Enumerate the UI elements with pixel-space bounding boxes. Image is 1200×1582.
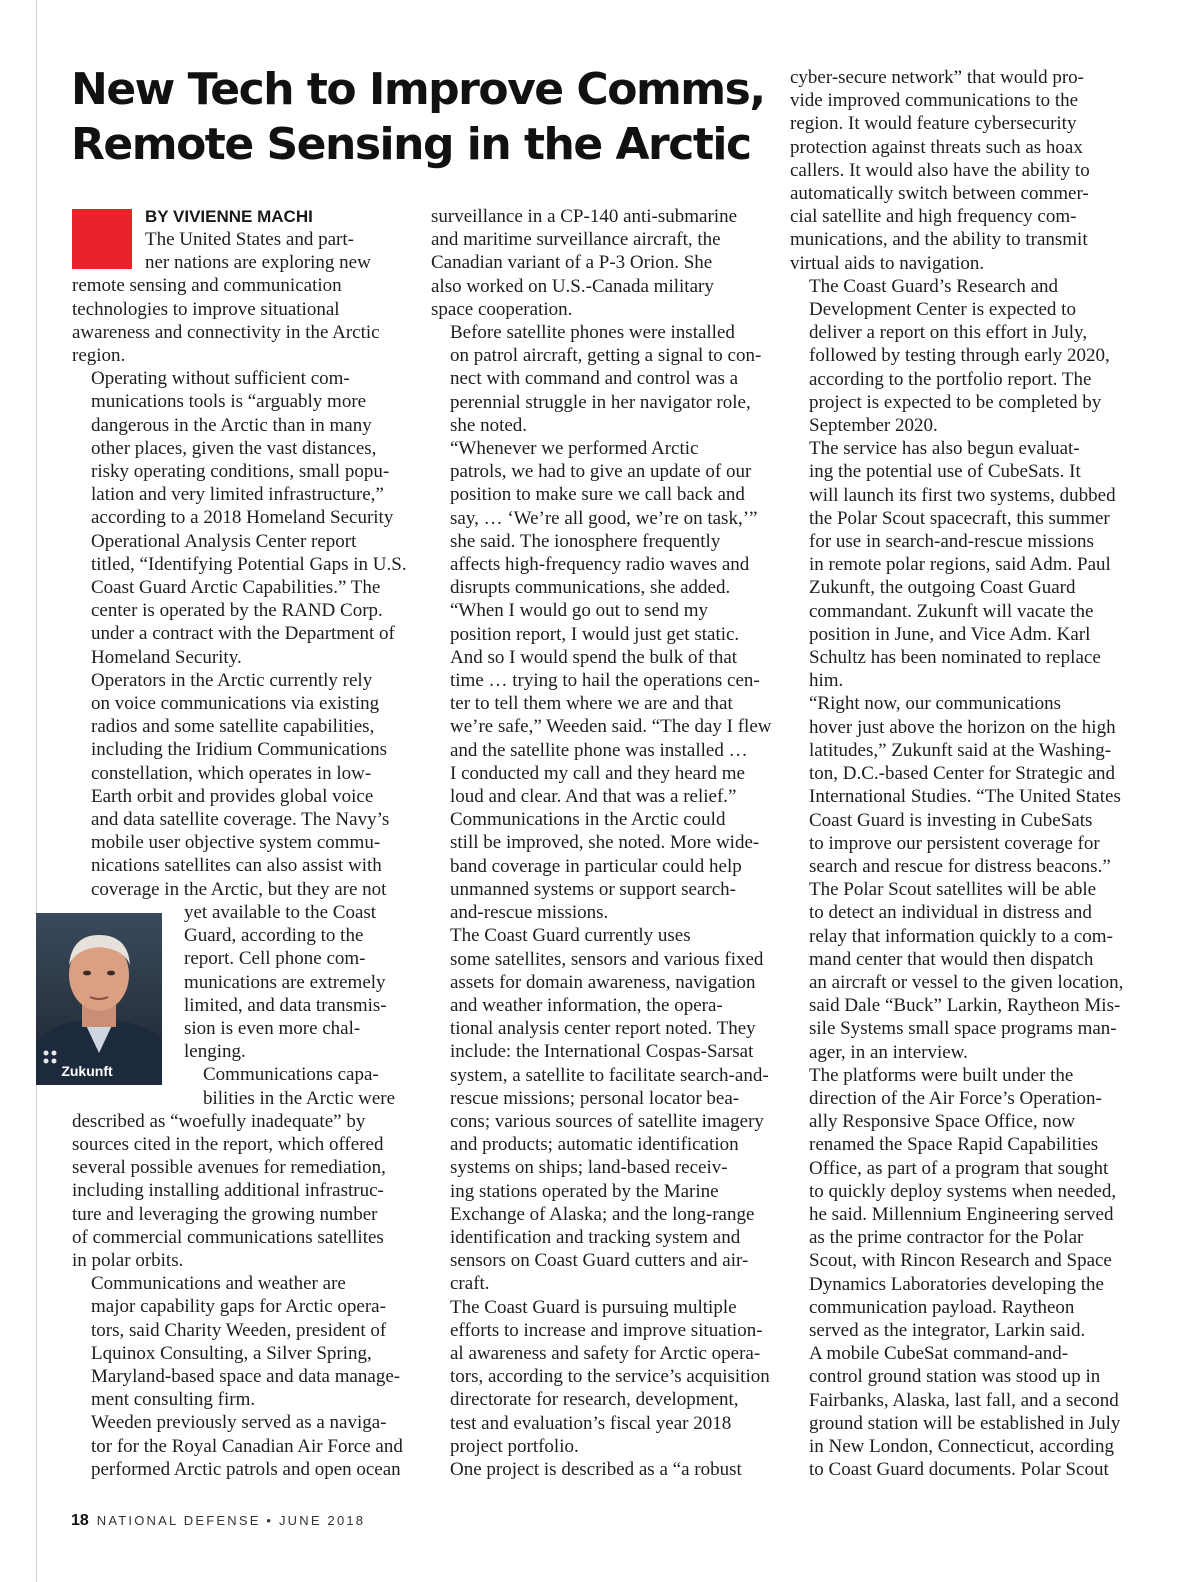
- text-line: Operational Analysis Center report: [91, 530, 357, 552]
- text-line: rescue missions; personal locator bea-: [450, 1087, 740, 1109]
- text-line: in remote polar regions, said Adm. Paul: [809, 554, 1111, 576]
- portrait-photo-zukunft: [36, 913, 162, 1085]
- paragraph: [790, 878, 1124, 1064]
- text-line: Zukunft, the outgoing Coast Guard: [809, 577, 1076, 599]
- paragraph: [431, 205, 763, 321]
- text-line: ing the potential use of CubeSats. It: [809, 461, 1081, 483]
- text-line: vide improved communications to the: [790, 90, 1079, 112]
- text-line: virtual aids to navigation.: [790, 252, 985, 274]
- text-line: Development Center is expected to: [809, 299, 1076, 321]
- paragraph: [790, 437, 1120, 692]
- paragraph: [72, 367, 407, 669]
- text-line: other places, given the vast distances,: [91, 437, 377, 459]
- text-line: she noted.: [450, 414, 528, 436]
- text-line: The Coast Guard’s Research and: [809, 275, 1059, 297]
- text-line: latitudes,” Zukunft said at the Washing-: [809, 739, 1112, 761]
- text-line: ton, D.C.-based Center for Strategic and: [809, 763, 1116, 785]
- text-line: Communications and weather are: [91, 1273, 346, 1295]
- text-line: Canadian variant of a P-3 Orion. She: [431, 252, 713, 274]
- text-line: nications satellites can also assist with: [91, 855, 382, 877]
- byline: BY VIVIENNE MACHI: [145, 207, 313, 226]
- text-line: report. Cell phone com-: [184, 948, 366, 970]
- text-line: munications, and the ability to transmit: [790, 229, 1088, 251]
- text-line: followed by testing through early 2020,: [809, 345, 1110, 367]
- text-line: mand center that would then dispatch: [809, 948, 1094, 970]
- text-line: Scout, with Rincon Research and Space: [809, 1250, 1112, 1272]
- text-line: affects high-frequency radio waves and: [450, 554, 750, 576]
- text-line: Coast Guard Arctic Capabilities.” The: [91, 577, 381, 599]
- text-line: ally Responsive Space Office, now: [809, 1111, 1076, 1133]
- text-line: several possible avenues for remediation,: [72, 1157, 386, 1179]
- text-line: control ground station was stood up in: [809, 1366, 1101, 1388]
- text-line: munications tools is “arguably more: [91, 391, 367, 413]
- text-line: unmanned systems or support search-: [450, 878, 736, 900]
- text-line: as the prime contractor for the Polar: [809, 1227, 1084, 1249]
- text-line: and-rescue missions.: [450, 902, 609, 924]
- text-line: band coverage in particular could help: [450, 855, 742, 877]
- text-line: tors, according to the service’s acquisition: [450, 1366, 770, 1388]
- text-line: The Coast Guard is pursuing multiple: [450, 1296, 737, 1318]
- text-line: sion is even more chal-: [184, 1017, 361, 1039]
- text-line: center is operated by the RAND Corp.: [91, 600, 383, 622]
- text-line: and the satellite phone was installed …: [450, 739, 748, 761]
- text-line: an aircraft or vessel to the given location,: [809, 971, 1124, 993]
- text-line: Communications in the Arctic could: [450, 809, 726, 831]
- text-line: Exchange of Alaska; and the long-range: [450, 1203, 755, 1225]
- article-column-2: [431, 205, 772, 1481]
- text-line: The service has also begun evaluat-: [809, 438, 1080, 460]
- text-line: him.: [809, 670, 844, 692]
- photo-caption: Zukunft: [61, 1063, 113, 1079]
- text-line: nect with command and control was a: [450, 368, 739, 390]
- headline-line-2: Remote Sensing in the Arctic: [71, 119, 751, 170]
- text-line: served as the integrator, Larkin said.: [809, 1319, 1086, 1341]
- text-line: major capability gaps for Arctic opera-: [91, 1296, 386, 1318]
- text-line: craft.: [450, 1273, 490, 1295]
- text-line: A mobile CubeSat command-and-: [809, 1343, 1069, 1365]
- text-line: relay that information quickly to a com-: [809, 925, 1113, 947]
- text-line: for use in search-and-rescue missions: [809, 531, 1094, 553]
- text-line: callers. It would also have the ability to: [790, 159, 1090, 181]
- text-line: Dynamics Laboratories developing the: [809, 1273, 1104, 1295]
- text-line: Homeland Security.: [91, 646, 242, 668]
- text-line: Office, as part of a program that sought: [809, 1157, 1109, 1179]
- text-line: of commercial communications satellites: [72, 1226, 384, 1248]
- text-line: Earth orbit and provides global voice: [91, 785, 374, 807]
- text-line: “Right now, our communications: [809, 693, 1062, 715]
- text-line: say, … ‘We’re all good, we’re on task,’”: [450, 507, 758, 529]
- text-line: directorate for research, development,: [450, 1389, 739, 1411]
- text-line: and data satellite coverage. The Navy’s: [91, 809, 390, 831]
- paragraph: [72, 669, 404, 901]
- text-line: to Coast Guard documents. Polar Scout: [809, 1459, 1109, 1481]
- text-line: Schultz has been nominated to replace: [809, 647, 1101, 669]
- text-line: region. It would feature cybersecurity: [790, 113, 1077, 135]
- text-line: we’re safe,” Weeden said. “The day I flew: [450, 716, 772, 738]
- text-line: to detect an individual in distress and: [809, 902, 1092, 924]
- text-line: risky operating conditions, small popu-: [91, 461, 390, 483]
- paragraph: [72, 1110, 404, 1272]
- text-line: search and rescue for distress beacons.”: [809, 855, 1111, 877]
- text-line: Maryland-based space and data manage-: [91, 1365, 401, 1387]
- paragraph: [72, 1272, 404, 1411]
- text-line: The United States and part-: [145, 229, 354, 250]
- text-line: ager, in an interview.: [809, 1041, 968, 1063]
- paragraph: [790, 692, 1120, 878]
- text-line: project portfolio.: [450, 1435, 579, 1457]
- text-line: cial satellite and high frequency com-: [790, 206, 1077, 228]
- text-line: al awareness and safety for Arctic opera-: [450, 1342, 761, 1364]
- text-line: remote sensing and communication: [72, 275, 342, 297]
- text-line: surveillance in a CP-140 anti-submarine: [431, 206, 738, 227]
- text-line: The platforms were built under the: [809, 1064, 1074, 1086]
- text-line: position to make sure we call back and: [450, 484, 745, 506]
- paragraph: [72, 1411, 404, 1481]
- text-line: project is expected to be completed by: [809, 391, 1102, 413]
- text-line: One project is described as a “a robust: [450, 1458, 742, 1480]
- text-line: on patrol aircraft, getting a signal to con-: [450, 345, 762, 367]
- paragraph: [431, 1458, 763, 1481]
- text-line: ground station will be established in July: [809, 1412, 1121, 1434]
- text-line: Operating without sufficient com-: [91, 368, 350, 390]
- text-line: direction of the Air Force’s Operation-: [809, 1087, 1102, 1109]
- text-line: coverage in the Arctic, but they are not: [91, 878, 387, 900]
- text-line: described as “woefully inadequate” by: [72, 1110, 366, 1132]
- article-column-3: [790, 66, 1124, 1481]
- text-line: to quickly deploy systems when needed,: [809, 1180, 1117, 1202]
- page-edge-rule: [36, 0, 37, 1582]
- text-line: including installing additional infrastruc-: [72, 1180, 384, 1202]
- text-line: loud and clear. And that was a relief.”: [450, 786, 737, 808]
- text-line: Guard, according to the: [184, 925, 364, 947]
- text-line: he said. Millennium Engineering served: [809, 1203, 1114, 1225]
- text-line: and products; automatic identification: [450, 1134, 739, 1156]
- text-line: according to a 2018 Homeland Security: [91, 507, 394, 529]
- text-line: And so I would spend the bulk of that: [450, 646, 738, 668]
- text-line: tors, said Charity Weeden, president of: [91, 1319, 387, 1341]
- paragraph: [790, 275, 1120, 437]
- text-line: International Studies. “The United States: [809, 786, 1121, 808]
- text-line: also worked on U.S.-Canada military: [431, 275, 714, 297]
- paragraph: [431, 437, 763, 599]
- paragraph: [431, 599, 772, 808]
- text-line: she said. The ionosphere frequently: [450, 530, 721, 552]
- text-line: yet available to the Coast: [184, 901, 377, 923]
- text-line: The Polar Scout satellites will be able: [809, 879, 1097, 901]
- text-line: Before satellite phones were installed: [450, 322, 735, 344]
- text-line: Weeden previously served as a naviga-: [91, 1412, 387, 1434]
- text-line: ment consulting firm.: [91, 1389, 256, 1411]
- text-line: ture and leveraging the growing number: [72, 1203, 378, 1225]
- text-line: including the Iridium Communications: [91, 739, 388, 761]
- text-line: “When I would go out to send my: [450, 600, 709, 622]
- text-line: bilities in the Arctic were: [203, 1087, 396, 1109]
- text-line: protection against threats such as hoax: [790, 136, 1083, 158]
- text-line: region.: [72, 345, 126, 367]
- text-line: radios and some satellite capabilities,: [91, 716, 375, 738]
- text-line: renamed the Space Rapid Capabilities: [809, 1134, 1099, 1156]
- paragraph: [790, 1064, 1120, 1342]
- text-line: limited, and data transmis-: [184, 994, 387, 1016]
- text-line: awareness and connectivity in the Arctic: [72, 321, 380, 343]
- paragraph: [431, 1296, 770, 1458]
- text-line: Communications capa-: [203, 1064, 379, 1086]
- paragraph: [431, 321, 763, 437]
- text-line: position in June, and Vice Adm. Karl: [809, 623, 1091, 645]
- paragraph: [431, 808, 763, 924]
- text-line: deliver a report on this effort in July,: [809, 322, 1088, 344]
- text-line: tor for the Royal Canadian Air Force and: [91, 1435, 403, 1457]
- text-line: “Whenever we performed Arctic: [450, 438, 699, 460]
- text-line: disrupts communications, she added.: [450, 577, 731, 599]
- text-line: mobile user objective system commu-: [91, 832, 381, 854]
- text-line: efforts to increase and improve situation-: [450, 1319, 763, 1341]
- text-line: Coast Guard is investing in CubeSats: [809, 809, 1093, 831]
- text-line: under a contract with the Department of: [91, 623, 395, 645]
- text-line: sensors on Coast Guard cutters and air-: [450, 1250, 749, 1272]
- text-line: still be improved, she noted. More wide-: [450, 832, 760, 854]
- text-line: assets for domain awareness, navigation: [450, 971, 756, 993]
- text-line: on voice communications via existing: [91, 693, 380, 715]
- text-line: system, a satellite to facilitate search-and-: [450, 1064, 769, 1086]
- paragraph: [72, 228, 404, 367]
- text-line: cons; various sources of satellite imagery: [450, 1110, 764, 1132]
- text-line: said Dale “Buck” Larkin, Raytheon Mis-: [809, 995, 1121, 1017]
- text-line: according to the portfolio report. The: [809, 368, 1092, 390]
- text-line: performed Arctic patrols and open ocean: [91, 1458, 401, 1480]
- text-line: lation and very limited infrastructure,”: [91, 484, 384, 506]
- text-line: sources cited in the report, which offered: [72, 1133, 384, 1155]
- text-line: Lquinox Consulting, a Silver Spring,: [91, 1342, 372, 1364]
- paragraph: [790, 1342, 1120, 1481]
- article-column-1: [72, 205, 407, 1481]
- text-line: ing stations operated by the Marine: [450, 1180, 719, 1202]
- text-line: to improve our persistent coverage for: [809, 832, 1100, 854]
- text-line: technologies to improve situational: [72, 298, 340, 320]
- text-line: in New London, Connecticut, according: [809, 1435, 1114, 1457]
- text-line: I conducted my call and they heard me: [450, 762, 745, 784]
- text-line: commandant. Zukunft will vacate the: [809, 600, 1094, 622]
- text-line: ner nations are exploring new: [145, 252, 371, 274]
- text-line: test and evaluation’s fiscal year 2018: [450, 1412, 732, 1434]
- text-line: perennial struggle in her navigator role,: [450, 391, 751, 413]
- text-line: position report, I would just get static.: [450, 623, 740, 645]
- paragraph: [431, 924, 769, 1295]
- text-line: hover just above the horizon on the high: [809, 716, 1116, 738]
- portrait-illustration: [36, 913, 162, 1085]
- text-line: systems on ships; land-based receiv-: [450, 1157, 728, 1179]
- text-line: the Polar Scout spacecraft, this summer: [809, 507, 1110, 529]
- text-line: September 2020.: [809, 415, 938, 437]
- text-line: automatically switch between commer-: [790, 183, 1089, 205]
- text-line: Operators in the Arctic currently rely: [91, 669, 373, 691]
- text-line: time … trying to hail the operations cen-: [450, 670, 760, 692]
- text-line: ter to tell them where we are and that: [450, 693, 733, 715]
- headline-line-1: New Tech to Improve Comms,: [71, 64, 765, 115]
- page-footer: [71, 1512, 365, 1530]
- text-line: identification and tracking system and: [450, 1226, 741, 1248]
- text-line: and maritime surveillance aircraft, the: [431, 229, 721, 251]
- paragraph: [790, 66, 1120, 275]
- article-headline: [71, 62, 771, 172]
- text-line: lenging.: [184, 1041, 246, 1063]
- text-line: dangerous in the Arctic than in many: [91, 414, 372, 436]
- text-line: constellation, which operates in low-: [91, 762, 372, 784]
- text-line: will launch its first two systems, dubbed: [809, 484, 1116, 506]
- text-line: space cooperation.: [431, 298, 573, 320]
- text-line: cyber-secure network” that would pro-: [790, 67, 1084, 88]
- text-line: Fairbanks, Alaska, last fall, and a second: [809, 1389, 1119, 1411]
- text-line: tional analysis center report noted. They: [450, 1018, 756, 1040]
- page-number: 18: [71, 1512, 89, 1529]
- text-line: in polar orbits.: [72, 1249, 184, 1271]
- text-line: include: the International Cospas-Sarsat: [450, 1041, 754, 1063]
- text-line: some satellites, sensors and various fixed: [450, 948, 764, 970]
- text-line: titled, “Identifying Potential Gaps in U.S.: [91, 553, 407, 575]
- text-line: and weather information, the opera-: [450, 994, 723, 1016]
- text-line: munications are extremely: [184, 971, 386, 993]
- text-line: communication payload. Raytheon: [809, 1296, 1075, 1318]
- text-line: sile Systems small space programs man-: [809, 1018, 1117, 1040]
- text-line: The Coast Guard currently uses: [450, 925, 691, 947]
- publication-line: NATIONAL DEFENSE • JUNE 2018: [96, 1513, 366, 1528]
- text-line: patrols, we had to give an update of our: [450, 461, 752, 483]
